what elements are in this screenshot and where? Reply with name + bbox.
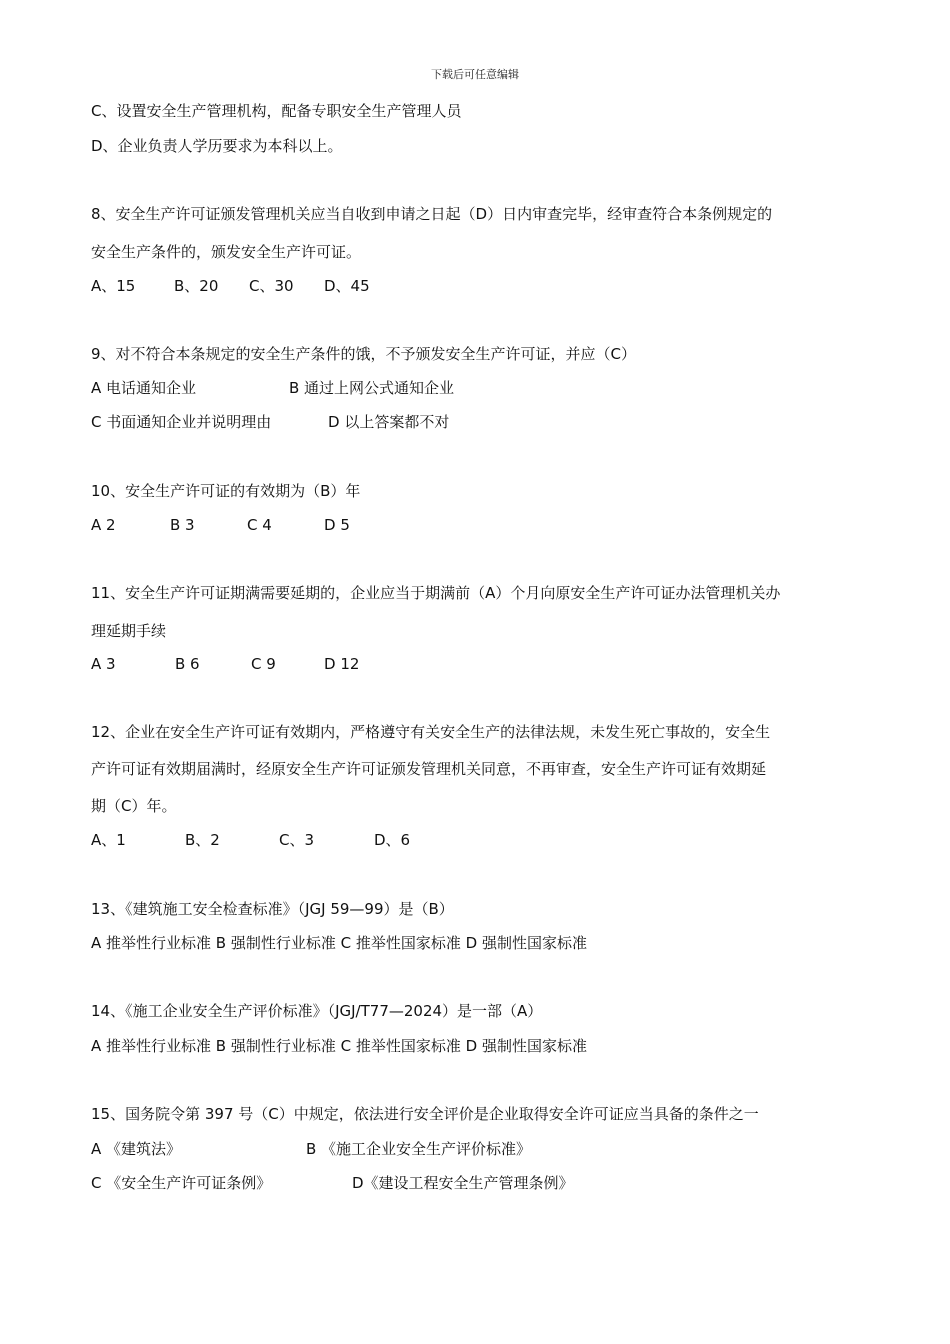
q9-option-d: D 以上答案都不对 — [328, 413, 450, 431]
q11-option-c: C 9 — [251, 655, 276, 673]
q12-text-line1: 12、企业在安全生产许可证有效期内，严格遵守有关安全生产的法律法规，未发生死亡事故的，安全生 — [91, 723, 771, 741]
q8-option-d: D、45 — [324, 277, 370, 295]
q12-option-a: A、1 — [91, 831, 126, 849]
q7-option-c: C、设置安全生产管理机构，配备专职安全生产管理人员 — [91, 102, 462, 120]
q15-option-a: A 《建筑法》 — [91, 1140, 182, 1158]
q12-option-d: D、6 — [374, 831, 411, 849]
q11-text-line2: 理延期手续 — [91, 622, 167, 640]
q11-text-line1: 11、安全生产许可证期满需要延期的，企业应当于期满前（A）个月向原安全生产许可证办法管理机关办 — [91, 584, 781, 602]
q15-text-line1: 15、国务院令第 397 号（C）中规定，依法进行安全评价是企业取得安全许可证应当具备的条件之一 — [91, 1105, 759, 1123]
q10-option-d: D 5 — [324, 516, 350, 534]
q8-text-line2: 安全生产条件的，颁发安全生产许可证。 — [91, 243, 362, 261]
q12-option-c: C、3 — [279, 831, 315, 849]
q14-text-line1: 14、《施工企业安全生产评价标准》（JGJ/T77—2024）是一部（A） — [91, 1002, 543, 1020]
q13-options: A 推举性行业标准 B 强制性行业标准 C 推举性国家标准 D 强制性国家标准 — [91, 934, 587, 952]
page-header: 下载后可任意编辑 — [431, 68, 519, 81]
q7-option-d: D、企业负责人学历要求为本科以上。 — [91, 137, 343, 155]
q10-option-c: C 4 — [247, 516, 272, 534]
q8-text-line1: 8、安全生产许可证颁发管理机关应当自收到申请之日起（D）日内审查完毕，经审查符合本条例规定的 — [91, 205, 773, 223]
q9-option-c: C 书面通知企业并说明理由 — [91, 413, 272, 431]
q14-options: A 推举性行业标准 B 强制性行业标准 C 推举性国家标准 D 强制性国家标准 — [91, 1037, 587, 1055]
q15-option-b: B 《施工企业安全生产评价标准》 — [306, 1140, 532, 1158]
q12-text-line3: 期（C）年。 — [91, 797, 177, 815]
q12-option-b: B、2 — [185, 831, 220, 849]
q12-text-line2: 产许可证有效期届满时，经原安全生产许可证颁发管理机关同意，不再审查，安全生产许可证有效期延 — [91, 760, 767, 778]
q8-option-c: C、30 — [249, 277, 294, 295]
q11-option-d: D 12 — [324, 655, 360, 673]
q13-text-line1: 13、《建筑施工安全检查标准》（JGJ 59—99）是（B） — [91, 900, 454, 918]
q11-option-a: A 3 — [91, 655, 116, 673]
q10-text-line1: 10、安全生产许可证的有效期为（B）年 — [91, 482, 361, 500]
q11-option-b: B 6 — [175, 655, 200, 673]
q15-option-d: D《建设工程安全生产管理条例》 — [352, 1174, 574, 1192]
q9-option-a: A 电话通知企业 — [91, 379, 197, 397]
q10-option-a: A 2 — [91, 516, 116, 534]
q10-option-b: B 3 — [170, 516, 195, 534]
q9-text-line1: 9、对不符合本条规定的安全生产条件的饿，不予颁发安全生产许可证，并应（C） — [91, 345, 637, 363]
q8-option-b: B、20 — [174, 277, 219, 295]
q15-option-c: C 《安全生产许可证条例》 — [91, 1174, 272, 1192]
q9-option-b: B 通过上网公式通知企业 — [289, 379, 455, 397]
q8-option-a: A、15 — [91, 277, 136, 295]
